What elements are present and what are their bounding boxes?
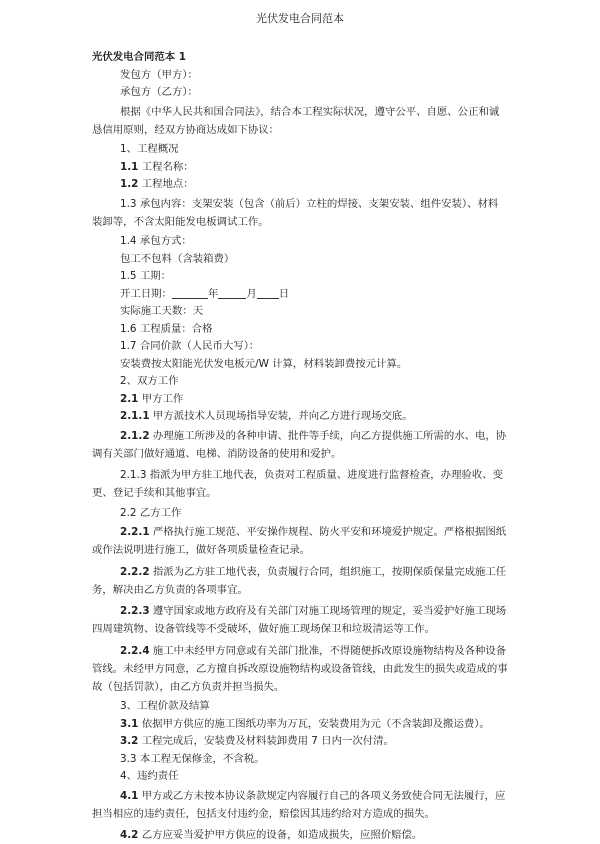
- contract-heading: 光伏发电合同范本 1: [92, 51, 186, 63]
- clause-1-5: 1.5 工期：: [120, 270, 171, 282]
- work-days-line: 实际施工天数：天: [120, 305, 204, 317]
- clause-1-7: 1.7 合同价款（人民币大写）：: [120, 340, 260, 352]
- clause-2-2-4: 2.2.4 施工中未经甲方同意或有关部门批准，不得随便拆改原设施物结构及各种设备管线。未经甲方同意，乙方擅自拆改原设施物结构或设备管线，由此发生的损失或造成的事故（包括罚款），由乙方负责并担当损失。: [92, 644, 508, 693]
- party-b-line: 承包方（乙方）：: [120, 86, 198, 98]
- clause-4-1: 4.1 甲方或乙方未按本协议条款规定内容履行自己的各项义务致使合同无法履行，应担当相应的违约责任，包括支付违约金，赔偿因其违约给对方造成的损失。: [92, 789, 506, 820]
- clause-3-3: 3.3 本工程无保修金，不含税。: [120, 752, 265, 765]
- section-2-heading: 2、双方工作: [120, 375, 179, 387]
- clause-1-2: 1.2 工程地点：: [120, 178, 194, 190]
- clause-2-2-1: 2.2.1 严格执行施工规范、平安操作规程、防火平安和环境爱护规定。严格根据图纸或作法说明进行施工，做好各项质量检查记录。: [92, 526, 507, 556]
- preamble-paragraph: 根据《中华人民共和国合同法》，结合本工程实际状况，遵守公平、自愿、公正和诚恳信用原则，经双方协商达成如下协议：: [92, 105, 500, 136]
- clause-1-7-detail: 安装费按太阳能光伏发电板元/W 计算，材料装卸费按元计算。: [120, 357, 408, 370]
- clause-2-1-1: 2.1.1 甲方派技术人员现场指导安装，并向乙方进行现场交底。: [120, 410, 413, 422]
- clause-4-2: 4.2 乙方应妥当爱护甲方供应的设备，如造成损失，应照价赔偿。: [120, 829, 423, 841]
- clause-1-6: 1.6 工程质量：合格: [120, 322, 213, 335]
- start-date-line: 开工日期： 年 月 日: [120, 287, 290, 300]
- clause-2-2-2: 2.2.2 指派为乙方驻工地代表，负责履行合同，组织施工，按期保质保量完成施工任务，解决由乙方负责的各项事宜。: [92, 565, 507, 596]
- clause-1-4: 1.4 承包方式：: [120, 235, 192, 247]
- clause-2-1-2: 2.1.2 办理施工所涉及的各种申请、批件等手续，向乙方提供施工所需的水、电，协调有关部门做好通道、电梯、消防设备的使用和爱护。: [92, 429, 507, 460]
- clause-1-3: 1.3 承包内容：支架安装（包含（前后）立柱的焊接、支架安装、组件安装）、材料装卸等，不含太阳能发电板调试工作。: [92, 197, 499, 228]
- clause-2-1-3: 2.1.3 指派为甲方驻工地代表，负责对工程质量、进度进行监督检查，办理验收、变更、登记手续和其他事宜。: [92, 469, 504, 499]
- party-a-line: 发包方（甲方）：: [120, 68, 198, 81]
- clause-3-1: 3.1 依据甲方供应的施工图纸功率为万瓦，安装费用为元（不含装卸及搬运费）。: [120, 717, 490, 730]
- clause-2-1: 2.1 甲方工作: [120, 392, 184, 405]
- document-title: 光伏发电合同范本: [256, 12, 344, 25]
- section-4-heading: 4、违约责任: [120, 770, 179, 782]
- clause-1-4-detail: 包工不包料（含装箱费）: [120, 252, 235, 265]
- clause-3-2: 3.2 工程完成后，安装费及材料装卸费用 7 日内一次付清。: [120, 735, 394, 747]
- clause-2-2-3: 2.2.3 遵守国家或地方政府及有关部门对施工现场管理的规定，妥当爱护好施工现场四周建筑物、设备管线等不受破坏，做好施工现场保卫和垃圾清运等工作。: [92, 605, 507, 635]
- clause-1-1: 1.1 工程名称：: [120, 160, 194, 173]
- clause-2-2: 2.2 乙方工作: [120, 506, 182, 519]
- section-1-heading: 1、工程概况: [120, 143, 179, 155]
- section-3-heading: 3、工程价款及结算: [120, 700, 210, 712]
